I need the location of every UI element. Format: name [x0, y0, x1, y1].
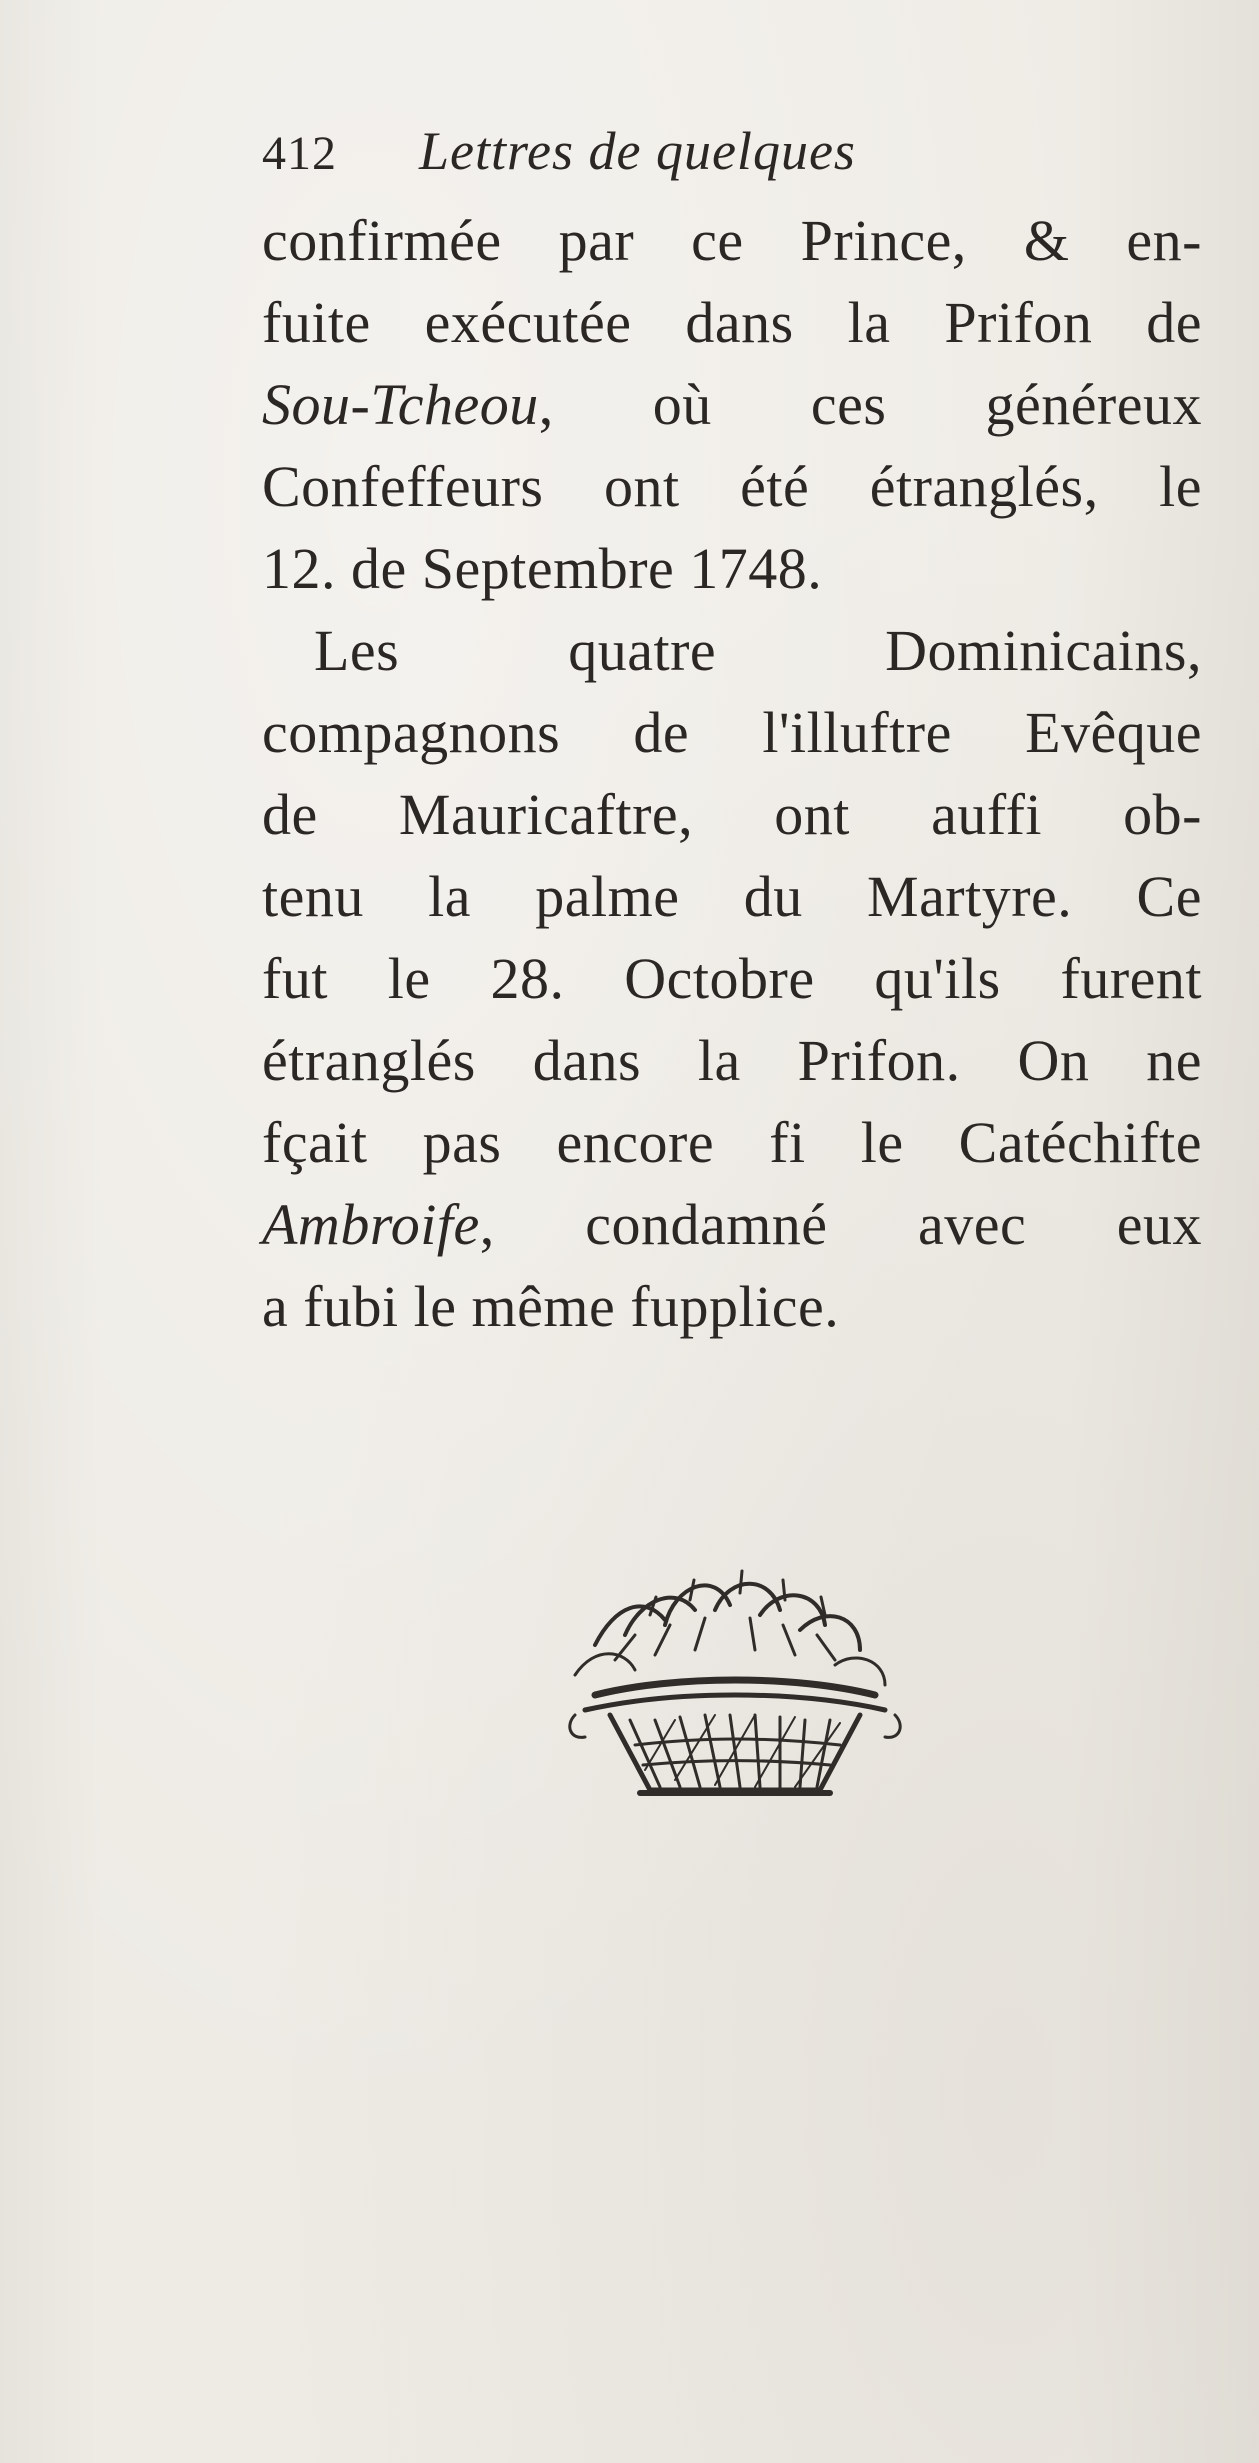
text-line [262, 774, 1202, 856]
text-segment: tenu la palme du Martyre. Ce [262, 864, 1202, 929]
text-line [262, 856, 1202, 938]
text-line [262, 692, 1202, 774]
page-number: 412 [262, 127, 337, 180]
text-line [262, 1184, 1202, 1266]
text-segment: fuite exécutée dans la Prifon de [262, 290, 1202, 355]
text-line [262, 610, 1202, 692]
text-segment: compagnons de l'illuftre Evêque [262, 700, 1202, 765]
text-segment: , condamné avec eux [479, 1192, 1202, 1257]
text-line [262, 364, 1202, 446]
text-segment: Les quatre Dominicains, [314, 618, 1202, 683]
text-segment: fçait pas encore fi le Catéchifte [262, 1110, 1202, 1175]
text-line [262, 528, 1202, 610]
text-segment: , où ces généreux [538, 372, 1202, 437]
text-line [262, 282, 1202, 364]
text-segment: étranglés dans la Prifon. On ne [262, 1028, 1202, 1093]
text-segment: fut le 28. Octobre qu'ils furent [262, 946, 1202, 1011]
italic-text: Ambroife [262, 1192, 480, 1257]
text-line [262, 938, 1202, 1020]
text-line [262, 200, 1202, 282]
text-segment: a fubi le même fupplice. [262, 1274, 840, 1339]
text-segment: confirmée par ce Prince, & en- [262, 208, 1202, 273]
text-segment: Confeffeurs ont été étranglés, le [262, 454, 1202, 519]
text-segment: 12. de Septembre 1748. [262, 536, 823, 601]
text-line [262, 446, 1202, 528]
text-line [262, 1102, 1202, 1184]
running-title: Lettres de quelques [419, 121, 856, 181]
text-line [262, 1020, 1202, 1102]
page-header [262, 120, 856, 200]
body-text [262, 200, 1202, 1348]
italic-text: Sou-Tcheou [262, 372, 539, 437]
text-line [262, 1266, 1202, 1348]
text-segment: de Mauricaftre, ont auffi ob- [262, 782, 1202, 847]
basket-ornament-icon [555, 1565, 915, 1805]
